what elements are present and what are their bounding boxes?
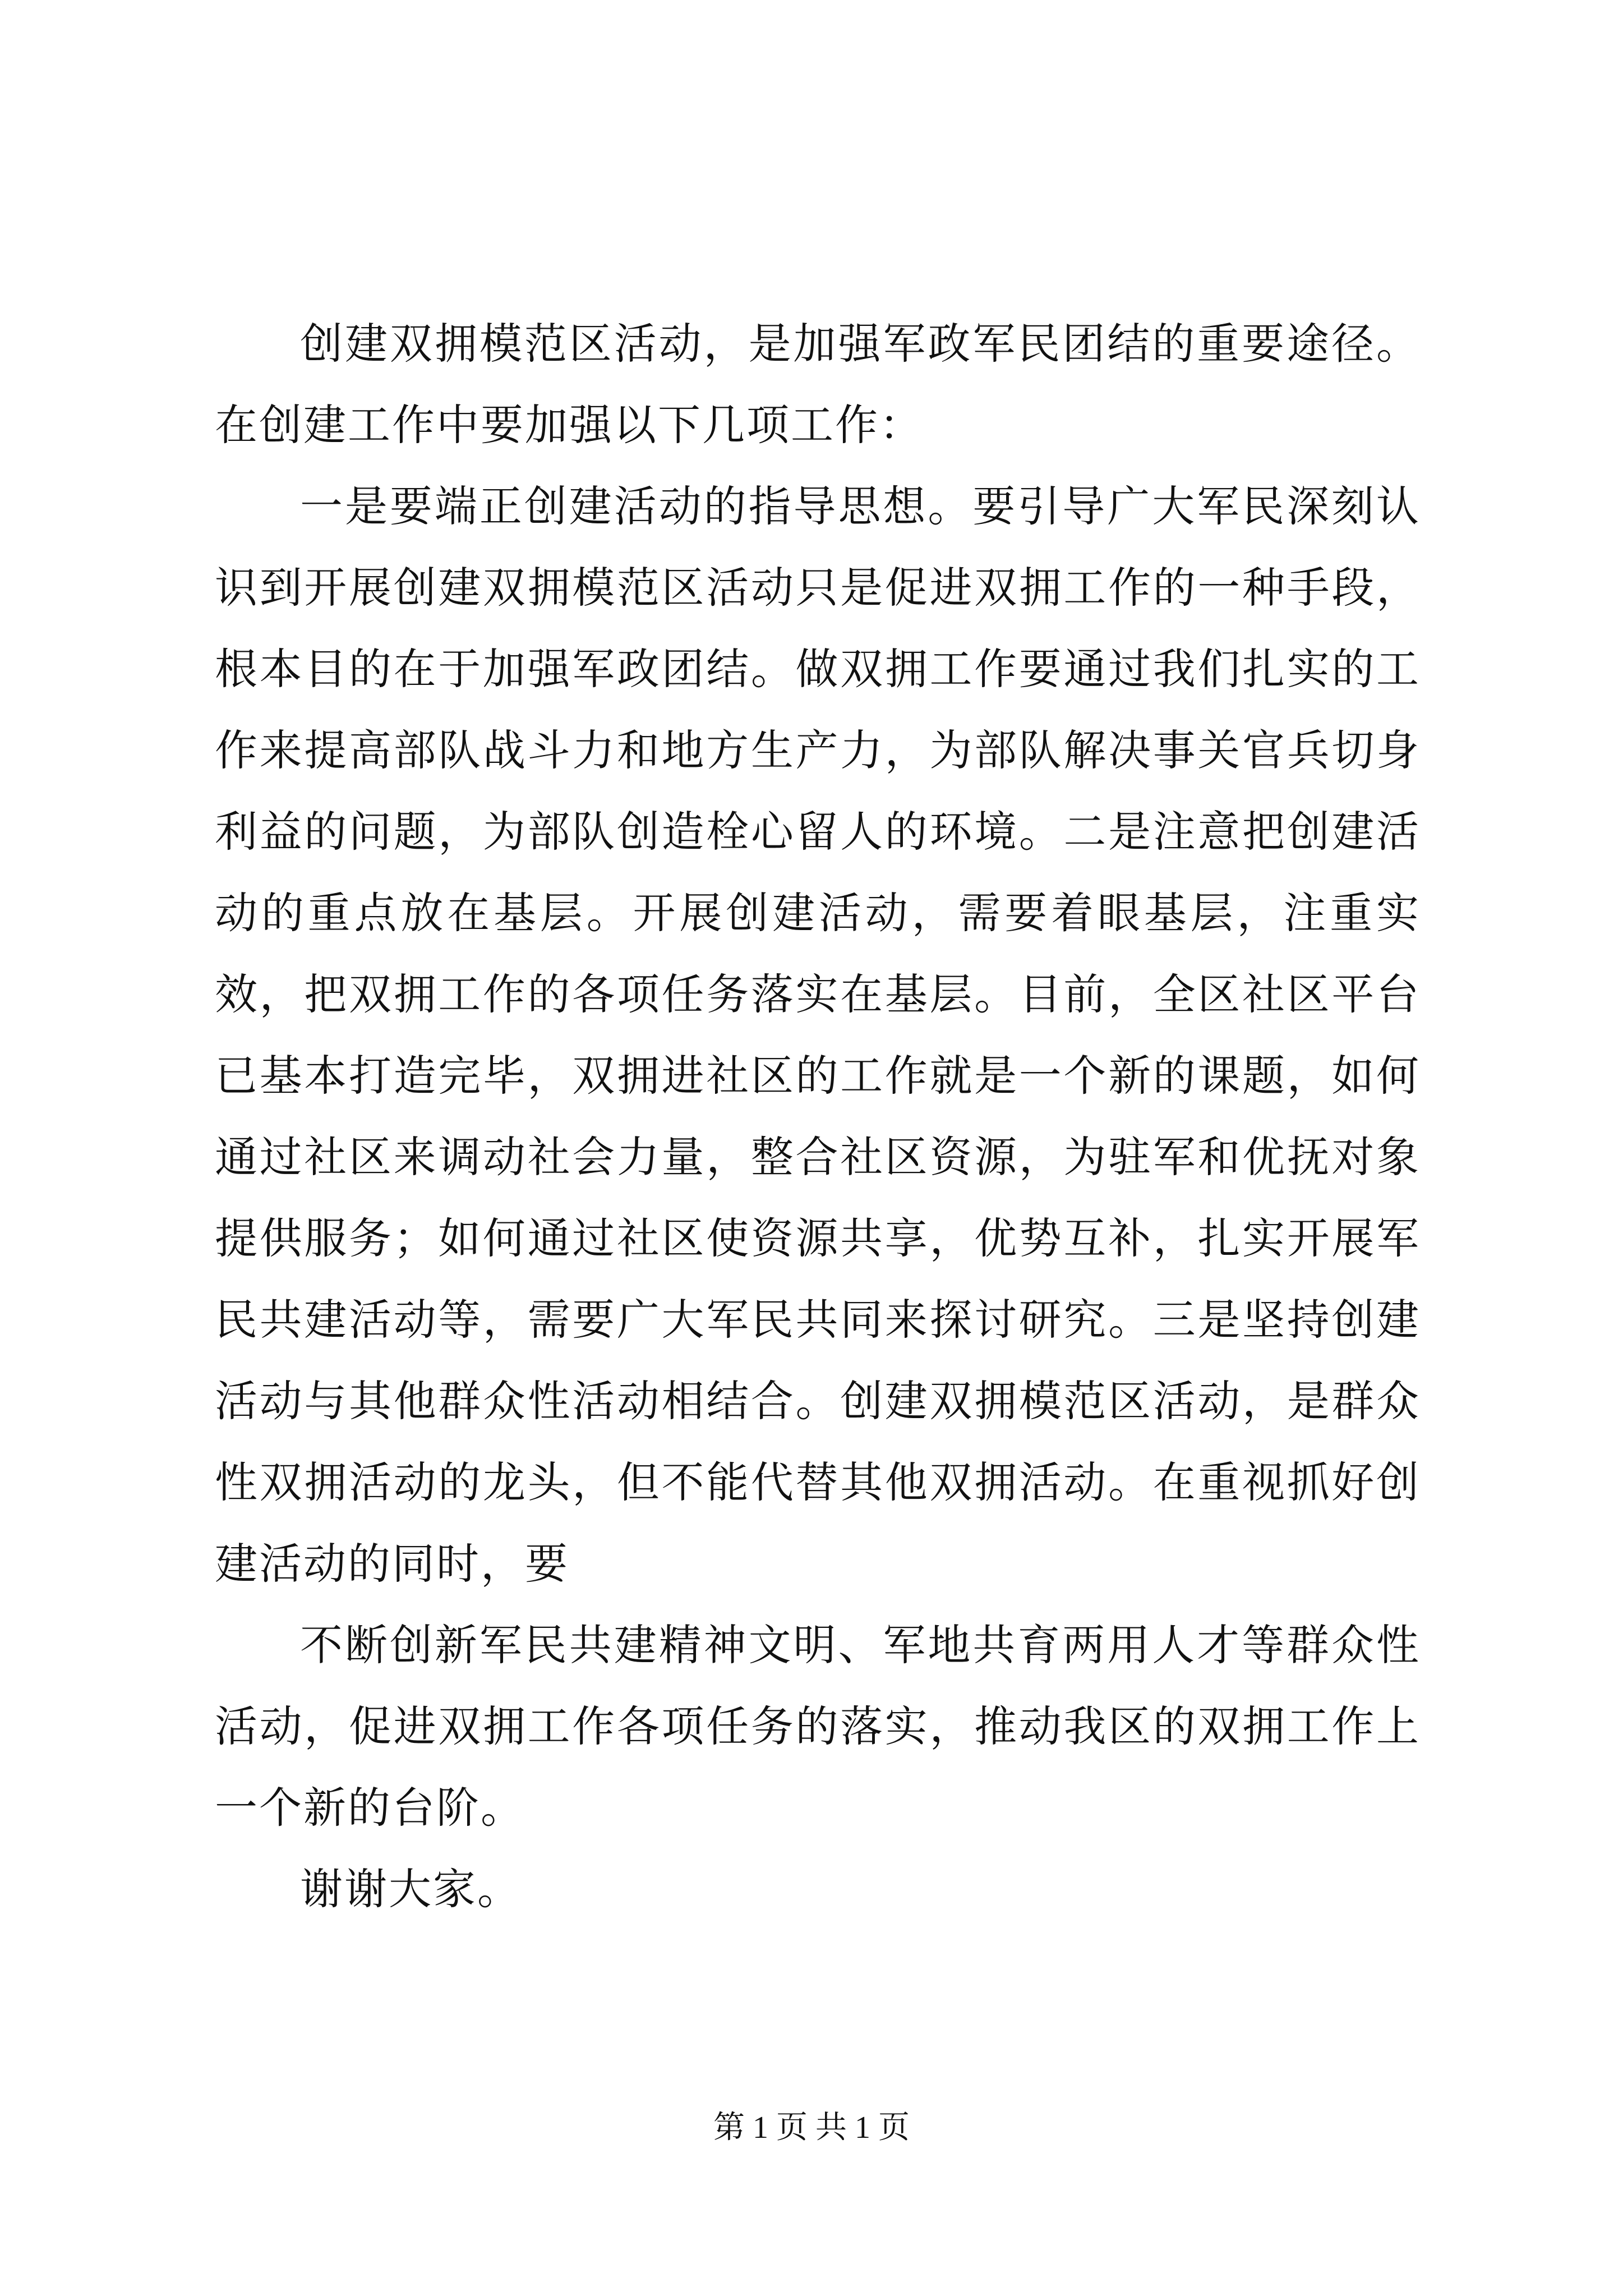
paragraph-continuation: 不断创新军民共建精神文明、军地共育两用人才等群众性活动，促进双拥工作各项任务的落实，推动我区的双拥工作上一个新的台阶。 xyxy=(215,1620,1421,1833)
paragraph-closing: 谢谢大家。 xyxy=(300,1864,522,1914)
document-body xyxy=(215,303,1421,1930)
paragraph-main: 一是要端正创建活动的指导思想。要引导广大军民深刻认识到开展创建双拥模范区活动只是促进双拥工作的一种手段，根本目的在于加强军政团结。做双拥工作要通过我们扎实的工作来提高部队战斗力和地方生产力，为部队解决事关官兵切身利益的问题，为部队创造栓心留人的环境。二是注意把创建活动的重点放在基层。开展创建活动，需要着眼基层，注重实效，把双拥工作的各项任务落实在基层。目前，全区社区平台已基本打造完毕，双拥进社区的工作就是一个新的课题，如何通过社区来调动社会力量，整合社区资源，为驻军和优抚对象提供服务；如何通过社区使资源共享，优势互补，扎实开展军民共建活动等，需要广大军民共同来探讨研究。三是坚持创建活动与其他群众性活动相结合。创建双拥模范区活动，是群众性双拥活动的龙头，但不能代替其他双拥活动。在重视抓好创建活动的同时，要 xyxy=(215,481,1421,1589)
page-number-footer: 第 1 页 共 1 页 xyxy=(713,2110,910,2145)
paragraph-intro: 创建双拥模范区活动，是加强军政军民团结的重要途径。在创建工作中要加强以下几项工作： xyxy=(215,319,1421,450)
